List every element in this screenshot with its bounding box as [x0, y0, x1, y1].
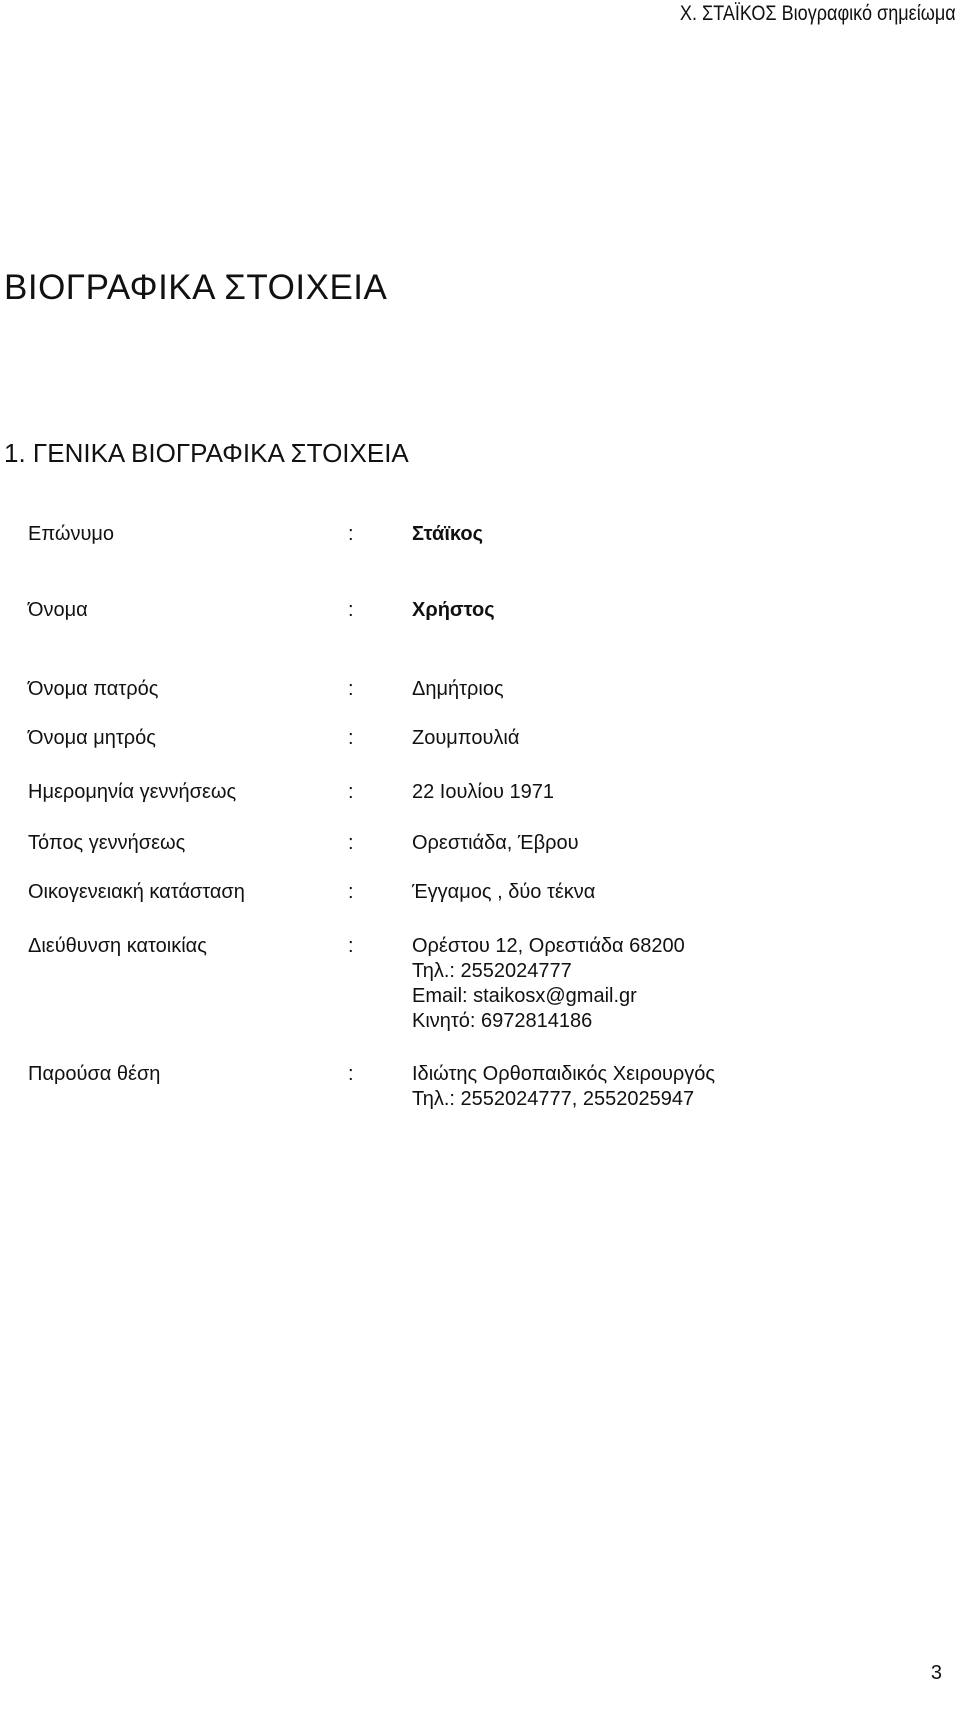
field-value: Ορέστου 12, Ορεστιάδα 68200 — [412, 935, 685, 957]
field-value: Email: staikosx@gmail.gr — [412, 985, 637, 1007]
field-value: Χρήστος — [412, 599, 495, 621]
field-value: Τηλ.: 2552024777, 2552025947 — [412, 1088, 695, 1110]
running-header: Χ. ΣΤΑΪΚΟΣ Βιογραφικό σημείωμα — [680, 2, 956, 25]
field-value-group — [412, 1062, 715, 1112]
field-value: Ζουμπουλιά — [412, 727, 520, 749]
field-value: Τηλ.: 2552024777 — [412, 960, 572, 982]
field-separator: : — [348, 599, 354, 621]
field-label: Οικογενειακή κατάσταση — [28, 881, 245, 903]
field-value: Κινητό: 6972814186 — [412, 1010, 593, 1032]
field-label: Τόπος γεννήσεως — [28, 832, 186, 854]
field-separator: : — [348, 881, 354, 903]
field-value-group — [412, 677, 504, 702]
section-title: 1. ΓΕΝΙΚΑ ΒΙΟΓΡΑΦΙΚΑ ΣΤΟΙΧΕΙΑ — [4, 438, 409, 468]
field-value: 22 Ιουλίου 1971 — [412, 781, 554, 803]
field-value-group — [412, 780, 554, 805]
field-label: Επώνυμο — [28, 523, 115, 545]
field-value-group — [412, 934, 685, 1034]
field-label: Διεύθυνση κατοικίας — [28, 935, 207, 957]
page-number: 3 — [930, 1662, 942, 1684]
field-value: Ιδιώτης Ορθοπαιδικός Χειρουργός — [412, 1063, 716, 1085]
field-value: Δημήτριος — [412, 678, 504, 700]
field-label: Όνομα μητρός — [28, 727, 156, 749]
field-value: Στάϊκος — [412, 523, 483, 545]
field-label: Όνομα — [28, 599, 88, 621]
field-value-group — [412, 880, 595, 905]
field-label: Όνομα πατρός — [28, 678, 159, 700]
field-separator: : — [348, 678, 354, 700]
field-value: Έγγαμος , δύο τέκνα — [412, 881, 596, 903]
field-value-group — [412, 598, 495, 623]
field-label: Ημερομηνία γεννήσεως — [28, 781, 237, 803]
field-value-group — [412, 522, 483, 547]
field-value: Ορεστιάδα, Έβρου — [412, 832, 579, 854]
field-separator: : — [348, 727, 354, 749]
document-title: ΒΙΟΓΡΑΦΙΚΑ ΣΤΟΙΧΕΙΑ — [4, 268, 388, 307]
field-separator: : — [348, 781, 354, 803]
field-separator: : — [348, 523, 354, 545]
field-value-group — [412, 831, 579, 856]
field-label: Παρούσα θέση — [28, 1063, 161, 1085]
field-separator: : — [348, 1063, 354, 1085]
field-separator: : — [348, 832, 354, 854]
field-value-group — [412, 726, 519, 751]
field-separator: : — [348, 935, 354, 957]
